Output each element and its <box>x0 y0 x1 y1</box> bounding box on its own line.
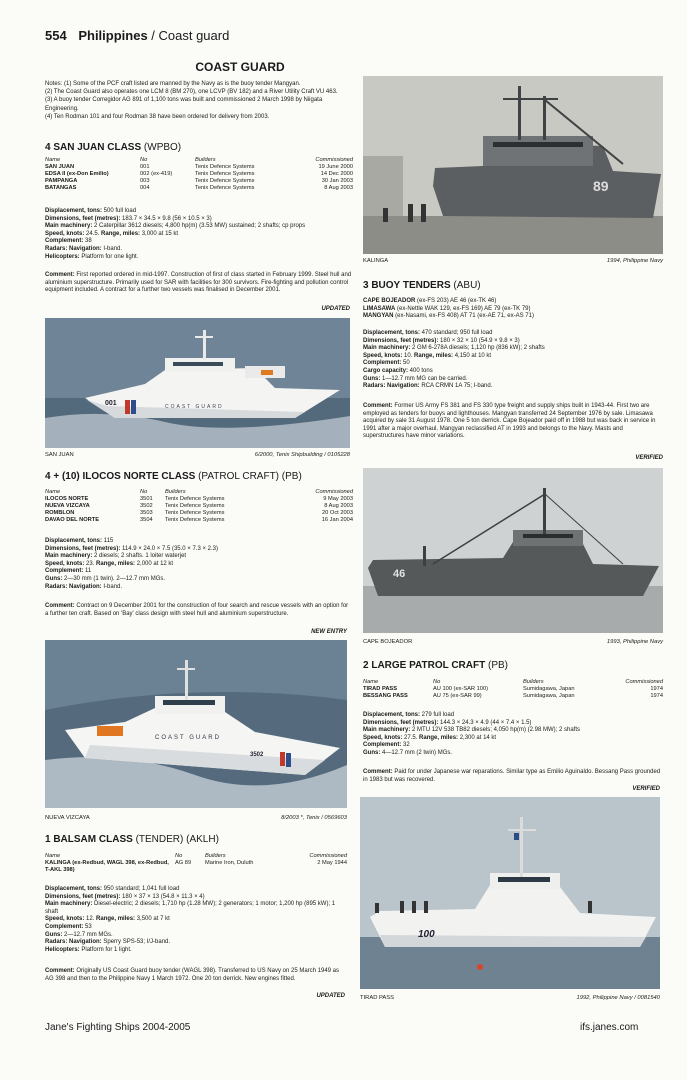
nueva-vizcaya-hull-number: 3502 <box>250 752 264 758</box>
nueva-vizcaya-caption: NUEVA VIZCAYA 8/2003 *, Tenix / 0569603 <box>45 815 347 821</box>
table-row: TIRAD PASS AU 100 (ex-SAR 100) Sumidagawa, Japan 1974 <box>363 686 663 692</box>
table-row: SAN JUAN 001 Tenix Defence Systems 19 June 2000 <box>45 164 353 170</box>
large-patrol-table: Name No Builders Commissioned TIRAD PASS AU 100 (ex-SAR 100) Sumidagawa, Japan 1974 BESSANG PASS AU 75 (ex-SAR 99) Sumidagawa, Japan 1974 <box>363 679 663 699</box>
col-no: No <box>140 157 148 163</box>
cape-bojeador-photo <box>363 468 663 633</box>
note-line: (2) The Coast Guard also operates one LCM 8 (BM 270), one LCVP (BV 182) and a River Utility Craft VU 463. <box>45 89 338 96</box>
buoy-comment: Comment: Former US Army FS 381 and FS 330 type freight and supply ships built in 1943-44. First two are employed as tenders for buoys and lighthouses. Mangyan transferred 24 September 1976 by sale. Limasawa acquired by sale 31 August 1978. One 5 ton derrick. Cape Bojeador paid off in 1988 but was back in service in 1991 after a major overhaul. Mangyan reclassified AT in 1993 and belongs to the Navy. Masts and superstructures have minor variations. <box>363 403 656 440</box>
table-row: PAMPANGA 003 Tenix Defence Systems 30 Jan 2003 <box>45 178 353 184</box>
list-item: MANGYAN (ex-Nasami, ex-FS 408) AT 71 (ex-AE 71, ex-AS 71) <box>363 313 534 320</box>
tirad-pass-caption: TIRAD PASS 1992, Philippine Navy / 0081540 <box>360 995 660 1001</box>
ilocos-specs: Displacement, tons: 115 Dimensions, feet (metres): 114.9 × 24.0 × 7.5 (35.0 × 7.3 × 2.3) Main machinery: 2 diesels; 2 shafts. 1 loiter waterjet Speed, knots: 23. Range, miles: 2,000 at 12 kt Complement: 11 Guns: 2—30 mm (1 twin). 2—12.7 mm MGs. Radars: Navigation: I-band. <box>45 538 218 590</box>
col-name: Name <box>45 157 61 163</box>
kalinga-photo <box>363 76 663 254</box>
ilocos-tag: NEW ENTRY <box>311 629 347 635</box>
table-row: KALINGA (ex-Redbud, WAGL 398, ex-Redbud, T-AKL 398) AG 89 Marine Iron, Duluth 2 May 1944 <box>45 860 347 873</box>
ilocos-comment: Comment: Contract on 9 December 2001 for the construction of four search and rescue vessels with an option for a further ten craft. Based on 'Bay' class design with steel hull and aluminium superstructure. <box>45 603 349 617</box>
note-line: (3) A buoy tender Corregidor AG 891 of 1,100 tons was built and commissioned 2 March 1998 by Niigata Engineering. <box>45 97 323 112</box>
cape-bojeador-hull-number: 46 <box>393 568 406 580</box>
table-row: BATANGAS 004 Tenix Defence Systems 8 Aug 2003 <box>45 185 353 191</box>
ilocos-heading <box>45 471 302 482</box>
buoy-ships <box>363 298 663 321</box>
note-line: Notes: (1) Some of the PCF craft listed are manned by the Navy as is the buoy tender Mangyan. <box>45 81 301 87</box>
balsam-heading: 1 BALSAM CLASS (TENDER) (AKLH) <box>45 834 219 845</box>
cape-bojeador-caption: CAPE BOJEADOR 1993, Philippine Navy <box>363 639 663 645</box>
nueva-vizcaya-hull-text: COAST GUARD <box>155 735 221 741</box>
large-patrol-heading: 2 LARGE PATROL CRAFT (PB) <box>363 660 509 671</box>
san-juan-hull-text: COAST GUARD <box>165 404 224 410</box>
ilocos-table: Name No Builders Commissioned ILOCOS NORTE 3501 Tenix Defence Systems 9 May 2003 NUEVA VIZCAYA 3502 Tenix Defence Systems 8 Aug 2003 ROMBLON 3503 Tenix Defence Systems 20 Oct 2003 DAVAO DEL NORTE 3504 Tenix Defence Systems 16 Jan 2004 <box>45 489 353 523</box>
table-row: ILOCOS NORTE 3501 Tenix Defence Systems 9 May 2003 <box>45 496 353 502</box>
page-number: 554 <box>45 28 67 43</box>
balsam-specs: Displacement, tons: 950 standard; 1,041 full load Dimensions, feet (metres): 180 × 37 × 13 (54.8 × 11.3 × 4) Main machinery: Diesel-electric; 2 diesels; 1,710 hp (1.28 MW); 2 generators; 1 motor; 1,200 hp (895 kW); 1 shaft Speed, knots: 12. Range, miles: 3,500 at 7 kt Complement: 53 Guns: 2—12.7 mm MGs. Radars: Navigation: Sperry SPS-53; I/J-band. Helicopters: Platform for 1 light. <box>45 886 336 953</box>
balsam-comment: Comment: Originally US Coast Guard buoy tender (WAGL 398). Transferred to US Navy on 25 March 1949 as AG 398 and then to the Philippine Navy 1 March 1972. One 20 ton derrick. New engines fitted. <box>45 968 340 982</box>
list-item: LIMASAWA (ex-Nettle WAK 129, ex-FS 169) AE 79 (ex-TK 79) <box>363 305 531 312</box>
buoy-heading: 3 BUOY TENDERS (ABU) <box>363 280 481 291</box>
table-row: ROMBLON 3503 Tenix Defence Systems 20 Oct 2003 <box>45 510 353 516</box>
san-juan-specs: Displacement, tons: 500 full load Dimensions, feet (metres): 183.7 × 34.5 × 9.8 (56 × 10.5 × 3) Main machinery: 2 Caterpillar 3612 diesels; 4,800 hp(m) (3.53 MW) sustained; 2 shafts; cp props Speed, knots: 24.5. Range, miles: 3,000 at 15 kt Complement: 38 Radars: Navigation: I-band. Helicopters: Platform for one light. <box>45 208 306 260</box>
san-juan-tag: UPDATED <box>321 306 350 312</box>
large-patrol-comment: Comment: Paid for under Japanese war reparations. Similar type as Emilio Aguinaldo. Bessang Pass grounded in 1983 but was recovered. <box>363 769 661 783</box>
buoy-specs: Displacement, tons: 470 standard; 950 full load Dimensions, feet (metres): 180 × 32 × 10 (54.9 × 9.8 × 3) Main machinery: 2 GM 6-278A diesels; 1,120 hp (836 kW); 2 shafts Speed, knots: 10. Range, miles: 4,150 at 10 kt Complement: 50 Cargo capacity: 400 tons Guns: 1—12.7 mm MG can be carried. Radars: Navigation: RCA CRMN 1A 75; I-band. <box>363 330 545 390</box>
page-section: / Coast guard <box>147 28 230 43</box>
kalinga-hull-number: 89 <box>593 178 609 194</box>
photo-credit: 6/2000, Tenix Shipbuilding / 0105228 <box>254 452 350 458</box>
san-juan-caption <box>45 452 350 460</box>
nueva-vizcaya-photo <box>45 640 347 808</box>
san-juan-table <box>45 157 353 192</box>
note-line: (4) Ten Rodman 101 and four Rodman 38 have been ordered for delivery from 2003. <box>45 113 270 120</box>
balsam-tag: UPDATED <box>316 993 345 999</box>
class-type: (WPBO) <box>141 142 182 153</box>
notes <box>45 80 355 121</box>
footer-title: Jane's Fighting Ships 2004-2005 <box>45 1022 191 1033</box>
balsam-table: Name No Builders Commissioned KALINGA (ex-Redbud, WAGL 398, ex-Redbud, T-AKL 398) AG 89 Marine Iron, Duluth 2 May 1944 <box>45 853 347 873</box>
buoy-tag: VERIFIED <box>635 455 663 461</box>
tirad-pass-photo <box>360 797 660 989</box>
table-row: DAVAO DEL NORTE 3504 Tenix Defence Systems 16 Jan 2004 <box>45 517 353 523</box>
class-type: (PATROL CRAFT) (PB) <box>195 471 302 482</box>
large-patrol-specs: Displacement, tons: 279 full load Dimensions, feet (metres): 144.3 × 24.3 × 4.9 (44 × 7.4 × 1.5) Main machinery: 2 MTU 12V 538 TB82 diesels; 4,050 hp(m) (2.98 MW); 2 shafts Speed, knots: 27.5. Range, miles: 2,300 at 14 kt Complement: 32 Guns: 4—12.7 mm (2 twin) MGs. <box>363 712 580 756</box>
table-row: EDSA II (ex-Don Emilio) 002 (ex-419) Tenix Defence Systems 14 Dec 2000 <box>45 171 353 177</box>
table-row: NUEVA VIZCAYA 3502 Tenix Defence Systems 8 Aug 2003 <box>45 503 353 509</box>
page-country: Philippines <box>78 28 148 43</box>
san-juan-hull-number: 001 <box>105 400 117 407</box>
list-item: CAPE BOJEADOR (ex-FS 203) AE 46 (ex-TK 46) <box>363 298 497 304</box>
table-row: BESSANG PASS AU 75 (ex-SAR 99) Sumidagawa, Japan 1974 <box>363 693 663 699</box>
col-commissioned: Commissioned <box>315 157 353 163</box>
col-builders: Builders <box>195 157 216 163</box>
large-patrol-tag: VERIFIED <box>632 786 660 792</box>
page-header <box>45 28 229 43</box>
san-juan-comment: Comment: First reported ordered in mid-1997. Construction of first of class started in February 1999. Steel hull and aluminium superstructure. Primarily used for SAR with facilities for 300 survivors. Fire-fighting and pollution control equipment included. A contract for a further two vessels was finalised in December 2001. <box>45 272 352 294</box>
photo-caption: SAN JUAN <box>45 452 74 458</box>
section-title: COAST GUARD <box>195 60 285 74</box>
class-name: 4 SAN JUAN CLASS <box>45 142 142 153</box>
san-juan-photo <box>45 318 350 448</box>
footer-url: ifs.janes.com <box>580 1022 639 1033</box>
tirad-pass-hull-number: 100 <box>418 929 435 940</box>
san-juan-heading <box>45 142 181 153</box>
kalinga-caption: KALINGA 1994, Philippine Navy <box>363 258 663 264</box>
class-name: 4 + (10) ILOCOS NORTE CLASS <box>45 471 196 482</box>
